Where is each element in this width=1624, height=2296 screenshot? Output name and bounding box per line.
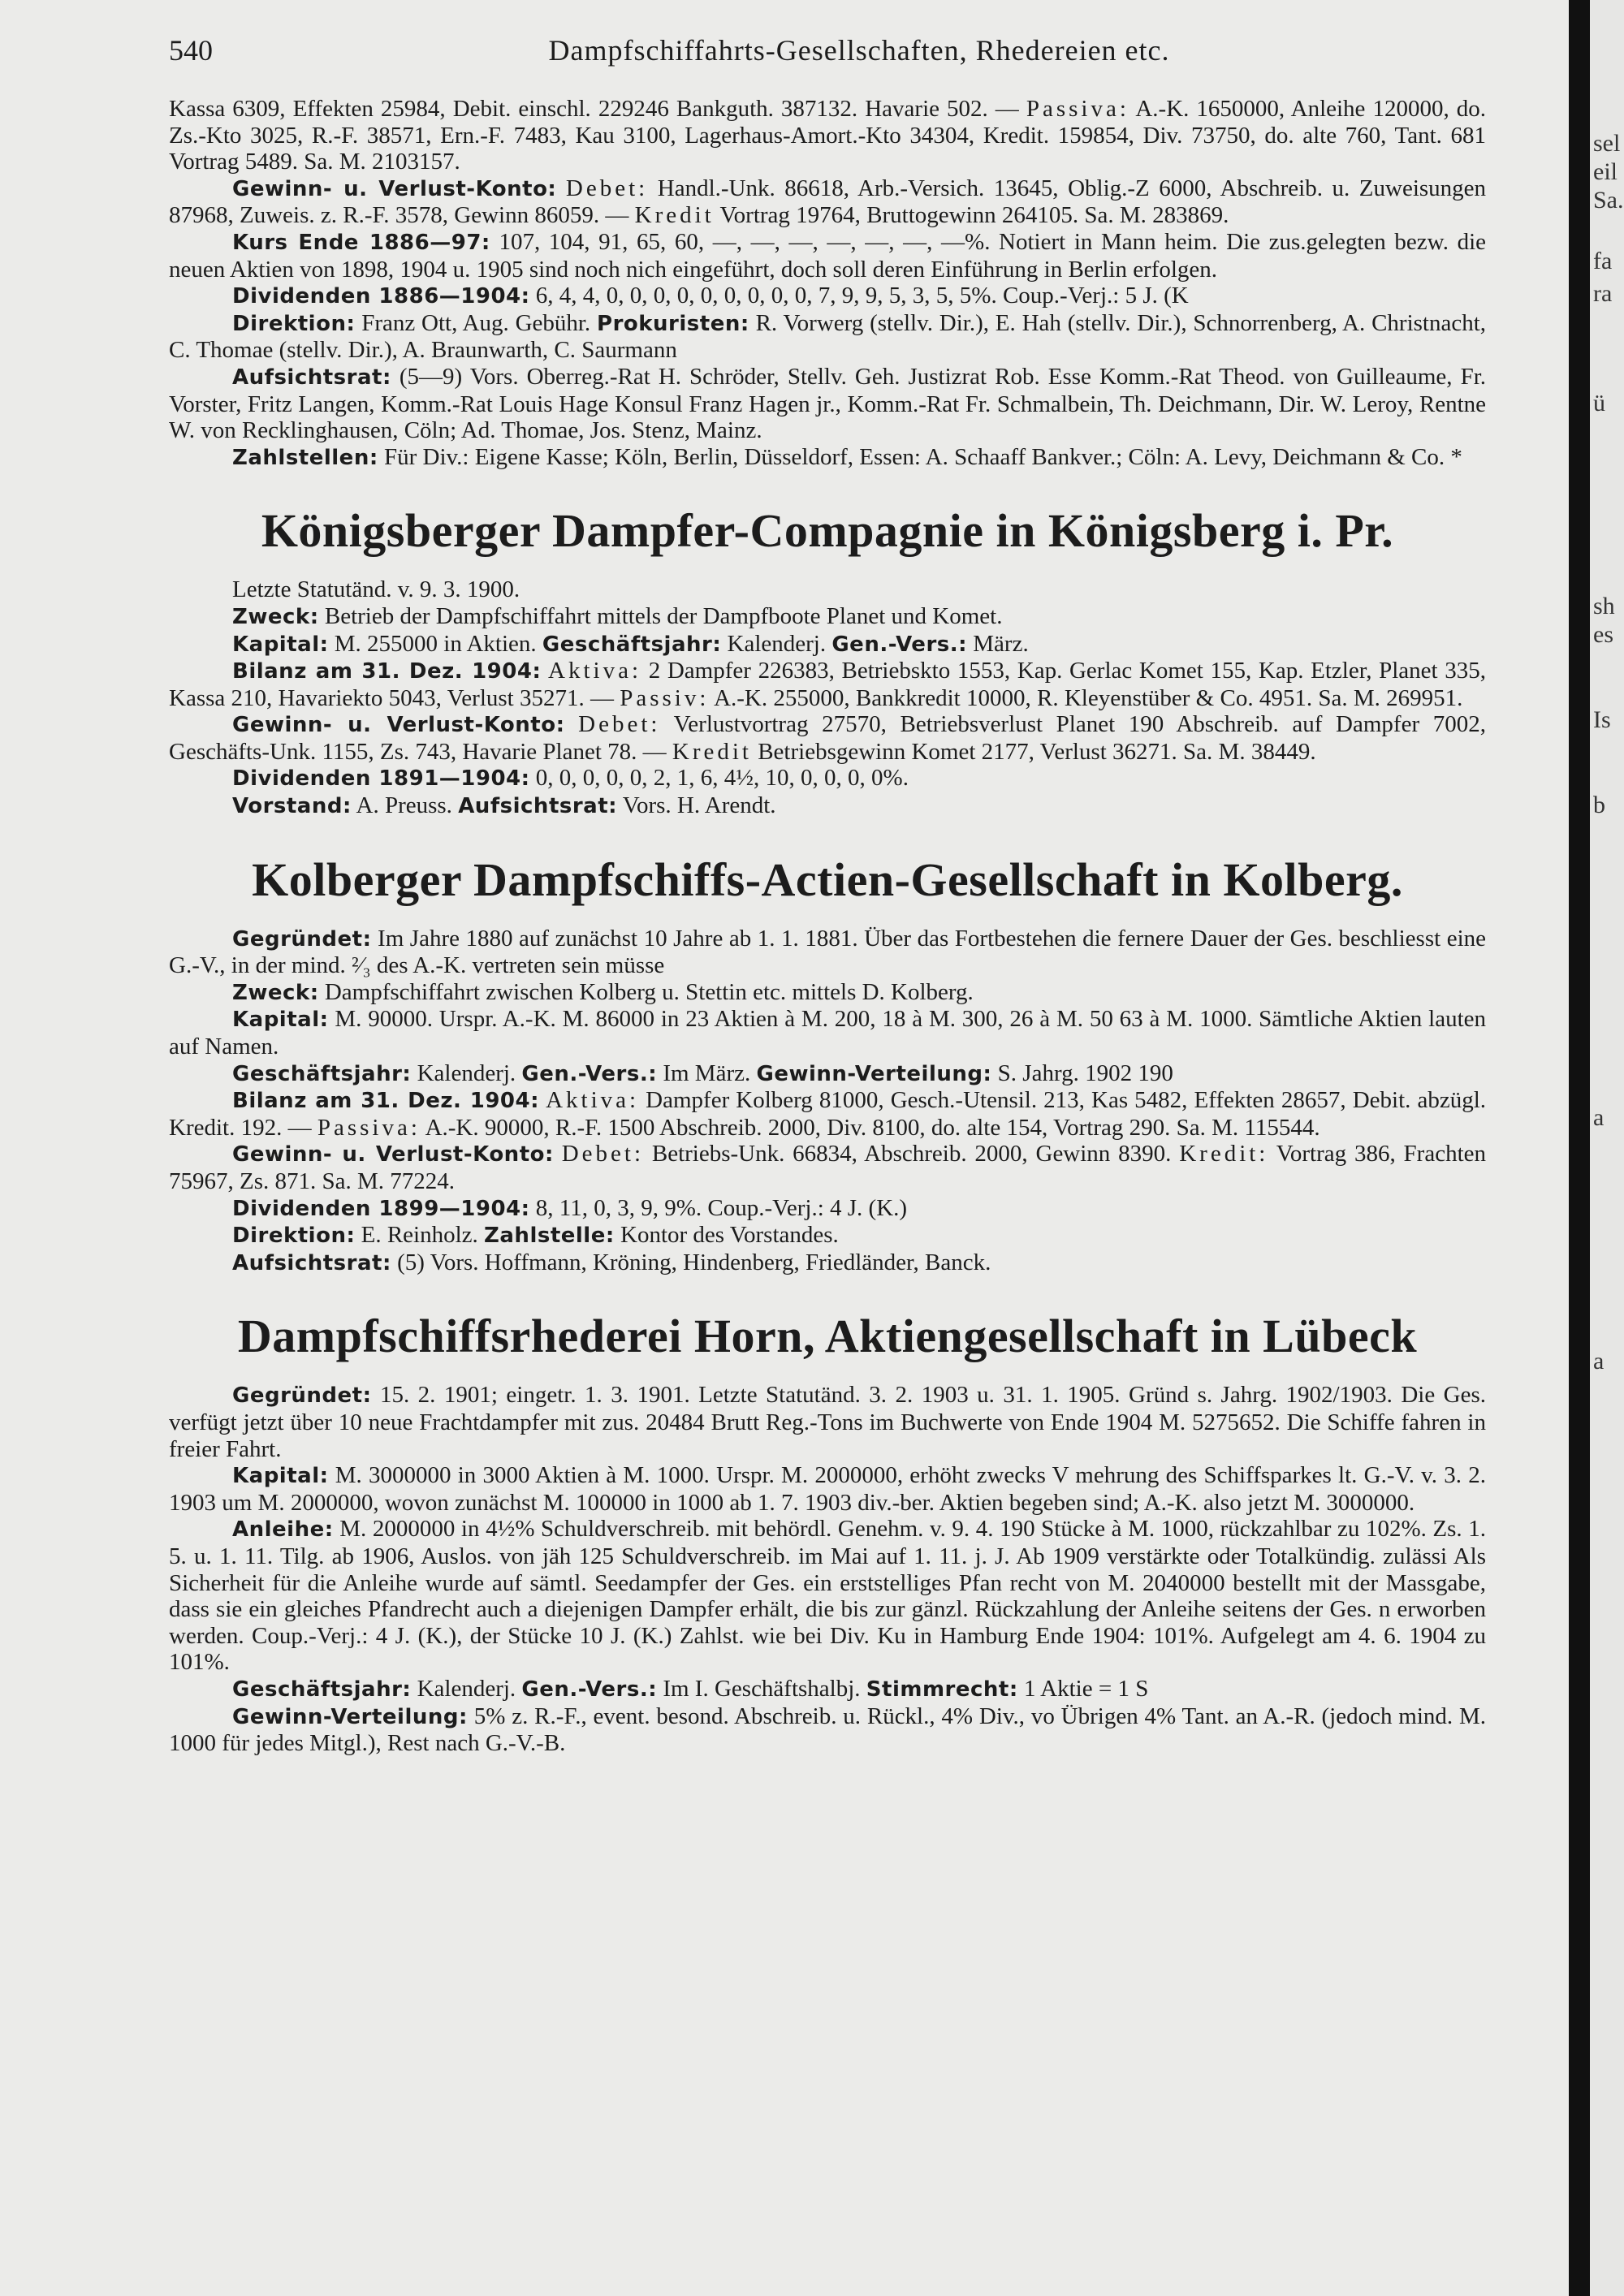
direktion-paragraph: Direktion: E. Reinholz. Zahlstelle: Kontor des Vorstandes. xyxy=(232,1222,839,1249)
edge-fragment: fa xyxy=(1593,248,1613,274)
bilanz-continuation: Kassa 6309, Effekten 25984, Debit. einschl. 229246 Bankguth. 387132. Havarie 502. — Passiva: A.-K. 1650000, Anleihe 120000, do. Zs.-Kto 3025, R.-F. 38571, Ern.-F. 7483, Kau 3100, Lagerhaus-Amort.-Kto 34304, Kredit. 159854, Div. 73750, do. alte 760, Tant. 681 Vortrag 5489. Sa. M. 2103157. xyxy=(169,96,1486,175)
statut-paragraph: Letzte Statutänd. v. 9. 3. 1900. xyxy=(232,576,520,603)
direktion-paragraph: Direktion: Franz Ott, Aug. Gebühr. Prokuristen: R. Vorwerg (stellv. Dir.), E. Hah (stellv. Dir.), Schnorrenberg, A. Christnacht, C. Thomae (stellv. Dir.), A. Braunwarth, C. Saurmann xyxy=(169,309,1487,364)
dividenden-paragraph: Dividenden 1891—1904: 0, 0, 0, 0, 0, 2, 1, 6, 4½, 10, 0, 0, 0, 0%. xyxy=(232,765,909,792)
edge-fragment: eil xyxy=(1593,158,1618,185)
dividenden-paragraph: Dividenden 1899—1904: 8, 11, 0, 3, 9, 9%. Coup.-Verj.: 4 J. (K.) xyxy=(232,1194,908,1221)
gewinn-verteilung-paragraph: Gewinn-Verteilung: 5% z. R.-F., event. besond. Abschreib. u. Rückl., 4% Div., vo Übrigen 4% Tant. an A.-R. (jedoch mind. M. 1000 für jedes Mitgl.), Rest nach G.-V.-B. xyxy=(169,1703,1487,1757)
edge-fragment: Is xyxy=(1593,706,1611,733)
edge-fragment: Sa. xyxy=(1593,187,1624,214)
edge-fragment: ü xyxy=(1593,390,1605,416)
gewinn-verlust-paragraph: Gewinn- u. Verlust-Konto: Debet: Handl.-Unk. 86618, Arb.-Versich. 13645, Oblig.-Z 6000, Abschreib. u. Zuweisungen 87968, Zuweis. z. R.-F. 3578, Gewinn 86059. — Kredit Vortrag 19764, Bruttogewinn 264105. Sa. M. 283869. xyxy=(169,175,1487,229)
page-number: 540 xyxy=(169,34,213,67)
aufsichtsrat-paragraph: Aufsichtsrat: (5—9) Vors. Oberreg.-Rat H. Schröder, Stellv. Geh. Justizrat Rob. Esse Komm.-Rat Theod. von Guilleaume, Fr. Vorster, Fritz Langen, Komm.-Rat Louis Hage Konsul Franz Hagen jr., Komm.-Rat Fr. Schmalbein, Th. Deichmann, Dir. W. Leroy, Rentne W. von Recklinghausen, Cöln; Ad. Thomae, Jos. Stenz, Mainz. xyxy=(169,363,1487,444)
edge-fragment: b xyxy=(1593,792,1605,818)
edge-fragment: es xyxy=(1593,621,1613,648)
entry-continued xyxy=(169,96,1486,471)
edge-fragment: sh xyxy=(1593,593,1615,619)
dividenden-paragraph: Dividenden 1886—1904: 6, 4, 4, 0, 0, 0, 0, 0, 0, 0, 0, 0, 7, 9, 9, 5, 3, 5, 5%. Coup.-Verj.: 5 J. (K xyxy=(232,283,1189,309)
company-title: Dampfschiffsrhederei Horn, Aktiengesellschaft in Lübeck xyxy=(237,1310,1418,1363)
gegruendet-paragraph: Gegründet: Im Jahre 1880 auf zunächst 10 Jahre ab 1. 1. 1881. Über das Fortbestehen die fernere Dauer der Ges. beschliesst eine G.-V., in der mind. ²⁄₃ des A.-K. vertreten sein müsse xyxy=(169,925,1487,979)
anleihe-paragraph: Anleihe: M. 2000000 in 4½% Schuldverschreib. mit behördl. Genehm. v. 9. 4. 190 Stücke à M. 1000, rückzahlbar zu 102%. Zs. 1. 5. u. 1. 11. Tilg. ab 1906, Auslos. von jäh 125 Schuldverschreib. im Mai auf 1. 11. j. J. Ab 1909 verstärkte oder Totalkündig. zulässi Als Sicherheit für die Anleihe wurde auf sämtl. Seedampfer der Ges. ein erststelliges Pfan recht von M. 2040000 bestellt mit der Massgabe, dass sie ein gleiches Pfandrecht auch a diejenigen Dampfer erhält, die bis zur gänzl. Rückzahlung der Anleihe seitens der Ges. n erworben werden. Coup.-Verj.: 4 J. (K.), der Stücke 10 J. (K.) Zahlst. wie bei Div. Ku in Hamburg Ende 1904: 101%. Aufgelegt am 4. 6. 1904 zu 101%. xyxy=(169,1516,1487,1676)
edge-fragment: a xyxy=(1593,1348,1605,1375)
edge-fragment: a xyxy=(1593,1104,1605,1131)
zahlstellen-paragraph: Zahlstellen: Für Div.: Eigene Kasse; Köln, Berlin, Düsseldorf, Essen: A. Schaaff Bankver.; Cöln: A. Levy, Deichmann & Co. * xyxy=(232,443,1462,470)
company-title: Kolberger Dampfschiffs-Actien-Gesellschaft in Kolberg. xyxy=(252,852,1403,906)
facing-page-edge xyxy=(1590,0,1624,2296)
edge-fragment: sel xyxy=(1593,130,1621,157)
entry-kolberger xyxy=(169,852,1486,1277)
running-head xyxy=(169,31,1549,70)
kurs-paragraph: Kurs Ende 1886—97: 107, 104, 91, 65, 60, —, —, —, —, —, —, —%. Notiert in Mann heim. Die zus.gelegten bezw. die neuen Aktien von 1898, 1904 u. 1905 sind noch nich eingeführt, doch soll deren Einführung in Berlin erfolgen. xyxy=(169,228,1486,283)
bilanz-paragraph: Bilanz am 31. Dez. 1904: Aktiva: 2 Dampfer 226383, Betriebskto 1553, Kap. Gerlac Komet 155, Kap. Etzler, Planet 335, Kassa 210, Havariekto 5043, Verlust 35271. — Passiv: A.-K. 255000, Bankkredit 10000, R. Kleyenstüber & Co. 4951. Sa. M. 269951. xyxy=(169,658,1487,711)
gewinn-verlust-paragraph: Gewinn- u. Verlust-Konto: Debet: Verlustvortrag 27570, Betriebsverlust Planet 190 Abschreib. auf Dampfer 7002, Geschäfts-Unk. 1155, Zs. 743, Havarie Planet 78. — Kredit Betriebsgewinn Komet 2177, Verlust 36271. Sa. M. 38449. xyxy=(169,711,1486,765)
kapital-paragraph: Kapital: M. 255000 in Aktien. Geschäftsjahr: Kalenderj. Gen.-Vers.: März. xyxy=(232,630,1029,657)
company-title: Königsberger Dampfer-Compagnie in Königsberg i. Pr. xyxy=(261,504,1394,558)
gewinn-verlust-paragraph: Gewinn- u. Verlust-Konto: Debet: Betriebs-Unk. 66834, Abschreib. 2000, Gewinn 8390. Kredit: Vortrag 386, Frachten 75967, Zs. 871. Sa. M. 77224. xyxy=(169,1141,1486,1194)
entry-horn xyxy=(169,1309,1486,1756)
geschaeftsjahr-paragraph: Geschäftsjahr: Kalenderj. Gen.-Vers.: Im März. Gewinn-Verteilung: S. Jahrg. 1902 190 xyxy=(232,1060,1173,1086)
kapital-paragraph: Kapital: M. 90000. Urspr. A.-K. M. 86000 in 23 Aktien à M. 200, 18 à M. 300, 26 à M. 50 63 à M. 1000. Sämtliche Aktien lauten auf Namen. xyxy=(169,1006,1486,1060)
edge-fragment: ra xyxy=(1593,280,1613,307)
running-title: Dampfschiffahrts-Gesellschaften, Rhedereien etc. xyxy=(548,34,1170,67)
geschaeftsjahr-paragraph: Geschäftsjahr: Kalenderj. Gen.-Vers.: Im I. Geschäftshalbj. Stimmrecht: 1 Aktie = 1 S xyxy=(232,1675,1149,1702)
vorstand-paragraph: Vorstand: A. Preuss. Aufsichtsrat: Vors. H. Arendt. xyxy=(232,792,776,819)
zweck-paragraph: Zweck: Dampfschiffahrt zwischen Kolberg u. Stettin etc. mittels D. Kolberg. xyxy=(232,978,974,1005)
aufsichtsrat-paragraph: Aufsichtsrat: (5) Vors. Hoffmann, Kröning, Hindenberg, Friedländer, Banck. xyxy=(232,1249,991,1275)
zweck-paragraph: Zweck: Betrieb der Dampfschiffahrt mittels der Dampfboote Planet und Komet. xyxy=(232,602,1003,629)
page-content xyxy=(169,96,1486,1757)
kapital-paragraph: Kapital: M. 3000000 in 3000 Aktien à M. 1000. Urspr. M. 2000000, erhöht zwecks V mehrung des Schiffsparkes lt. G.-V. v. 3. 2. 1903 um M. 2000000, wovon zunächst M. 100000 in 1000 ab 1. 7. 1903 div.-ber. Aktien begeben sind; A.-K. also jetzt M. 3000000. xyxy=(169,1462,1487,1516)
entry-koenigsberger xyxy=(169,503,1486,819)
gegruendet-paragraph: Gegründet: 15. 2. 1901; eingetr. 1. 3. 1901. Letzte Statutänd. 3. 2. 1903 u. 31. 1. 1905. Gründ s. Jahrg. 1902/1903. Die Ges. verfügt jetzt über 10 neue Frachtdampfer mit zus. 20484 Brutt Reg.-Tons im Buchwerte von Ende 1904 M. 5275652. Die Schiffe fahren in freier Fahrt. xyxy=(169,1382,1487,1462)
bilanz-paragraph: Bilanz am 31. Dez. 1904: Aktiva: Dampfer Kolberg 81000, Gesch.-Utensil. 213, Kas 5482, Effekten 28657, Debit. abzügl. Kredit. 192. — Passiva: A.-K. 90000, R.-F. 1500 Abschreib. 2000, Div. 8100, do. alte 154, Vortrag 290. Sa. M. 115544. xyxy=(169,1087,1487,1141)
